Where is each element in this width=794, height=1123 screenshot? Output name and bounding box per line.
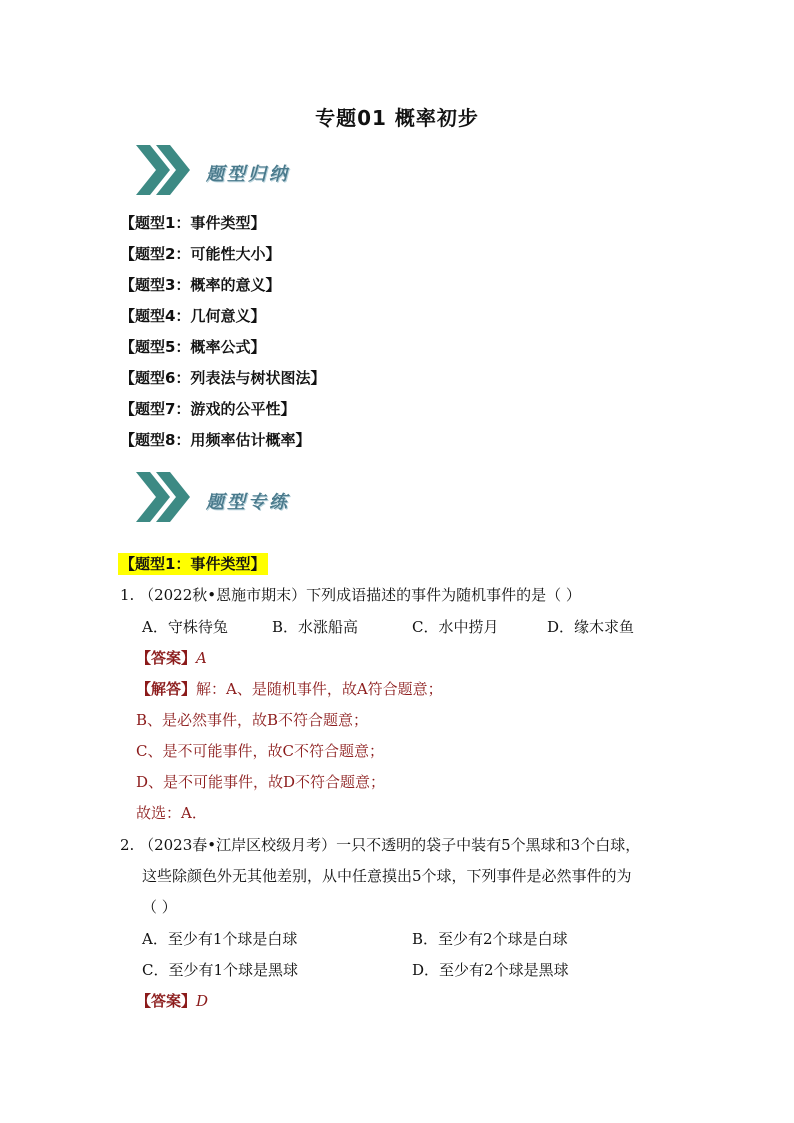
- q1-analysis-line: D、是不可能事件，故D不符合题意；: [136, 773, 386, 791]
- answer-tag: 【答案】: [136, 649, 197, 667]
- type-item: 【题型4：几何意义】: [120, 307, 266, 325]
- answer-tag: 【答案】: [136, 992, 197, 1010]
- q1-option-c: C．水中捞月: [412, 618, 499, 636]
- section-banner-practice: [134, 470, 314, 528]
- q1-stem: 1. （2022秋•恩施市期末）下列成语描述的事件为随机事件的是（ ）: [120, 586, 581, 604]
- q2-option-c: C．至少有1个球是黑球: [142, 961, 299, 979]
- q1-analysis-line: 故选：A．: [136, 804, 207, 822]
- answer-value: A: [196, 649, 207, 667]
- type-item: 【题型5：概率公式】: [120, 338, 266, 356]
- analysis-tag: 【解答】: [136, 680, 197, 698]
- q1-answer: [136, 647, 207, 669]
- type-item: 【题型1：事件类型】: [120, 214, 266, 232]
- q2-option-a: A．至少有1个球是白球: [142, 930, 298, 948]
- q2-stem-line: 这些除颜色外无其他差别，从中任意摸出5个球，下列事件是必然事件的为: [142, 867, 632, 885]
- section-banner-summary: [134, 143, 314, 201]
- q1-option-d: D．缘木求鱼: [547, 618, 635, 636]
- type-list: [120, 212, 325, 460]
- q2-answer: [136, 990, 208, 1012]
- type-item: 【题型2：可能性大小】: [120, 245, 281, 263]
- q2-stem-line: 2. （2023春•江岸区校级月考）一只不透明的袋子中装有5个黑球和3个白球，: [120, 836, 641, 854]
- banner-text: 题型专练: [206, 492, 290, 513]
- type-item: 【题型8：用频率估计概率】: [120, 431, 311, 449]
- q2-option-b: B．至少有2个球是白球: [412, 930, 568, 948]
- answer-value: D: [196, 992, 209, 1010]
- double-chevron-right-icon: [134, 470, 194, 524]
- q1-option-a: A．守株待兔: [142, 618, 228, 636]
- type-item: 【题型7：游戏的公平性】: [120, 400, 296, 418]
- q1-analysis-line: [136, 678, 443, 700]
- double-chevron-right-icon: [134, 143, 194, 197]
- q1-analysis-line: C、是不可能事件，故C不符合题意；: [136, 742, 384, 760]
- analysis-text: 解：A、是随机事件，故A符合题意；: [196, 680, 443, 698]
- q2-option-d: D．至少有2个球是黑球: [412, 961, 569, 979]
- q1-option-b: B．水涨船高: [272, 618, 359, 636]
- type-item: 【题型6：列表法与树状图法】: [120, 369, 326, 387]
- q2-stem-line: （ ）: [142, 898, 177, 916]
- banner-text: 题型归纳: [206, 164, 290, 185]
- type-item: 【题型3：概率的意义】: [120, 276, 281, 294]
- section-heading: 【题型1：事件类型】: [118, 553, 268, 575]
- page-title: 专题01 概率初步: [315, 106, 479, 130]
- q1-analysis-line: B、是必然事件，故B不符合题意；: [136, 711, 369, 729]
